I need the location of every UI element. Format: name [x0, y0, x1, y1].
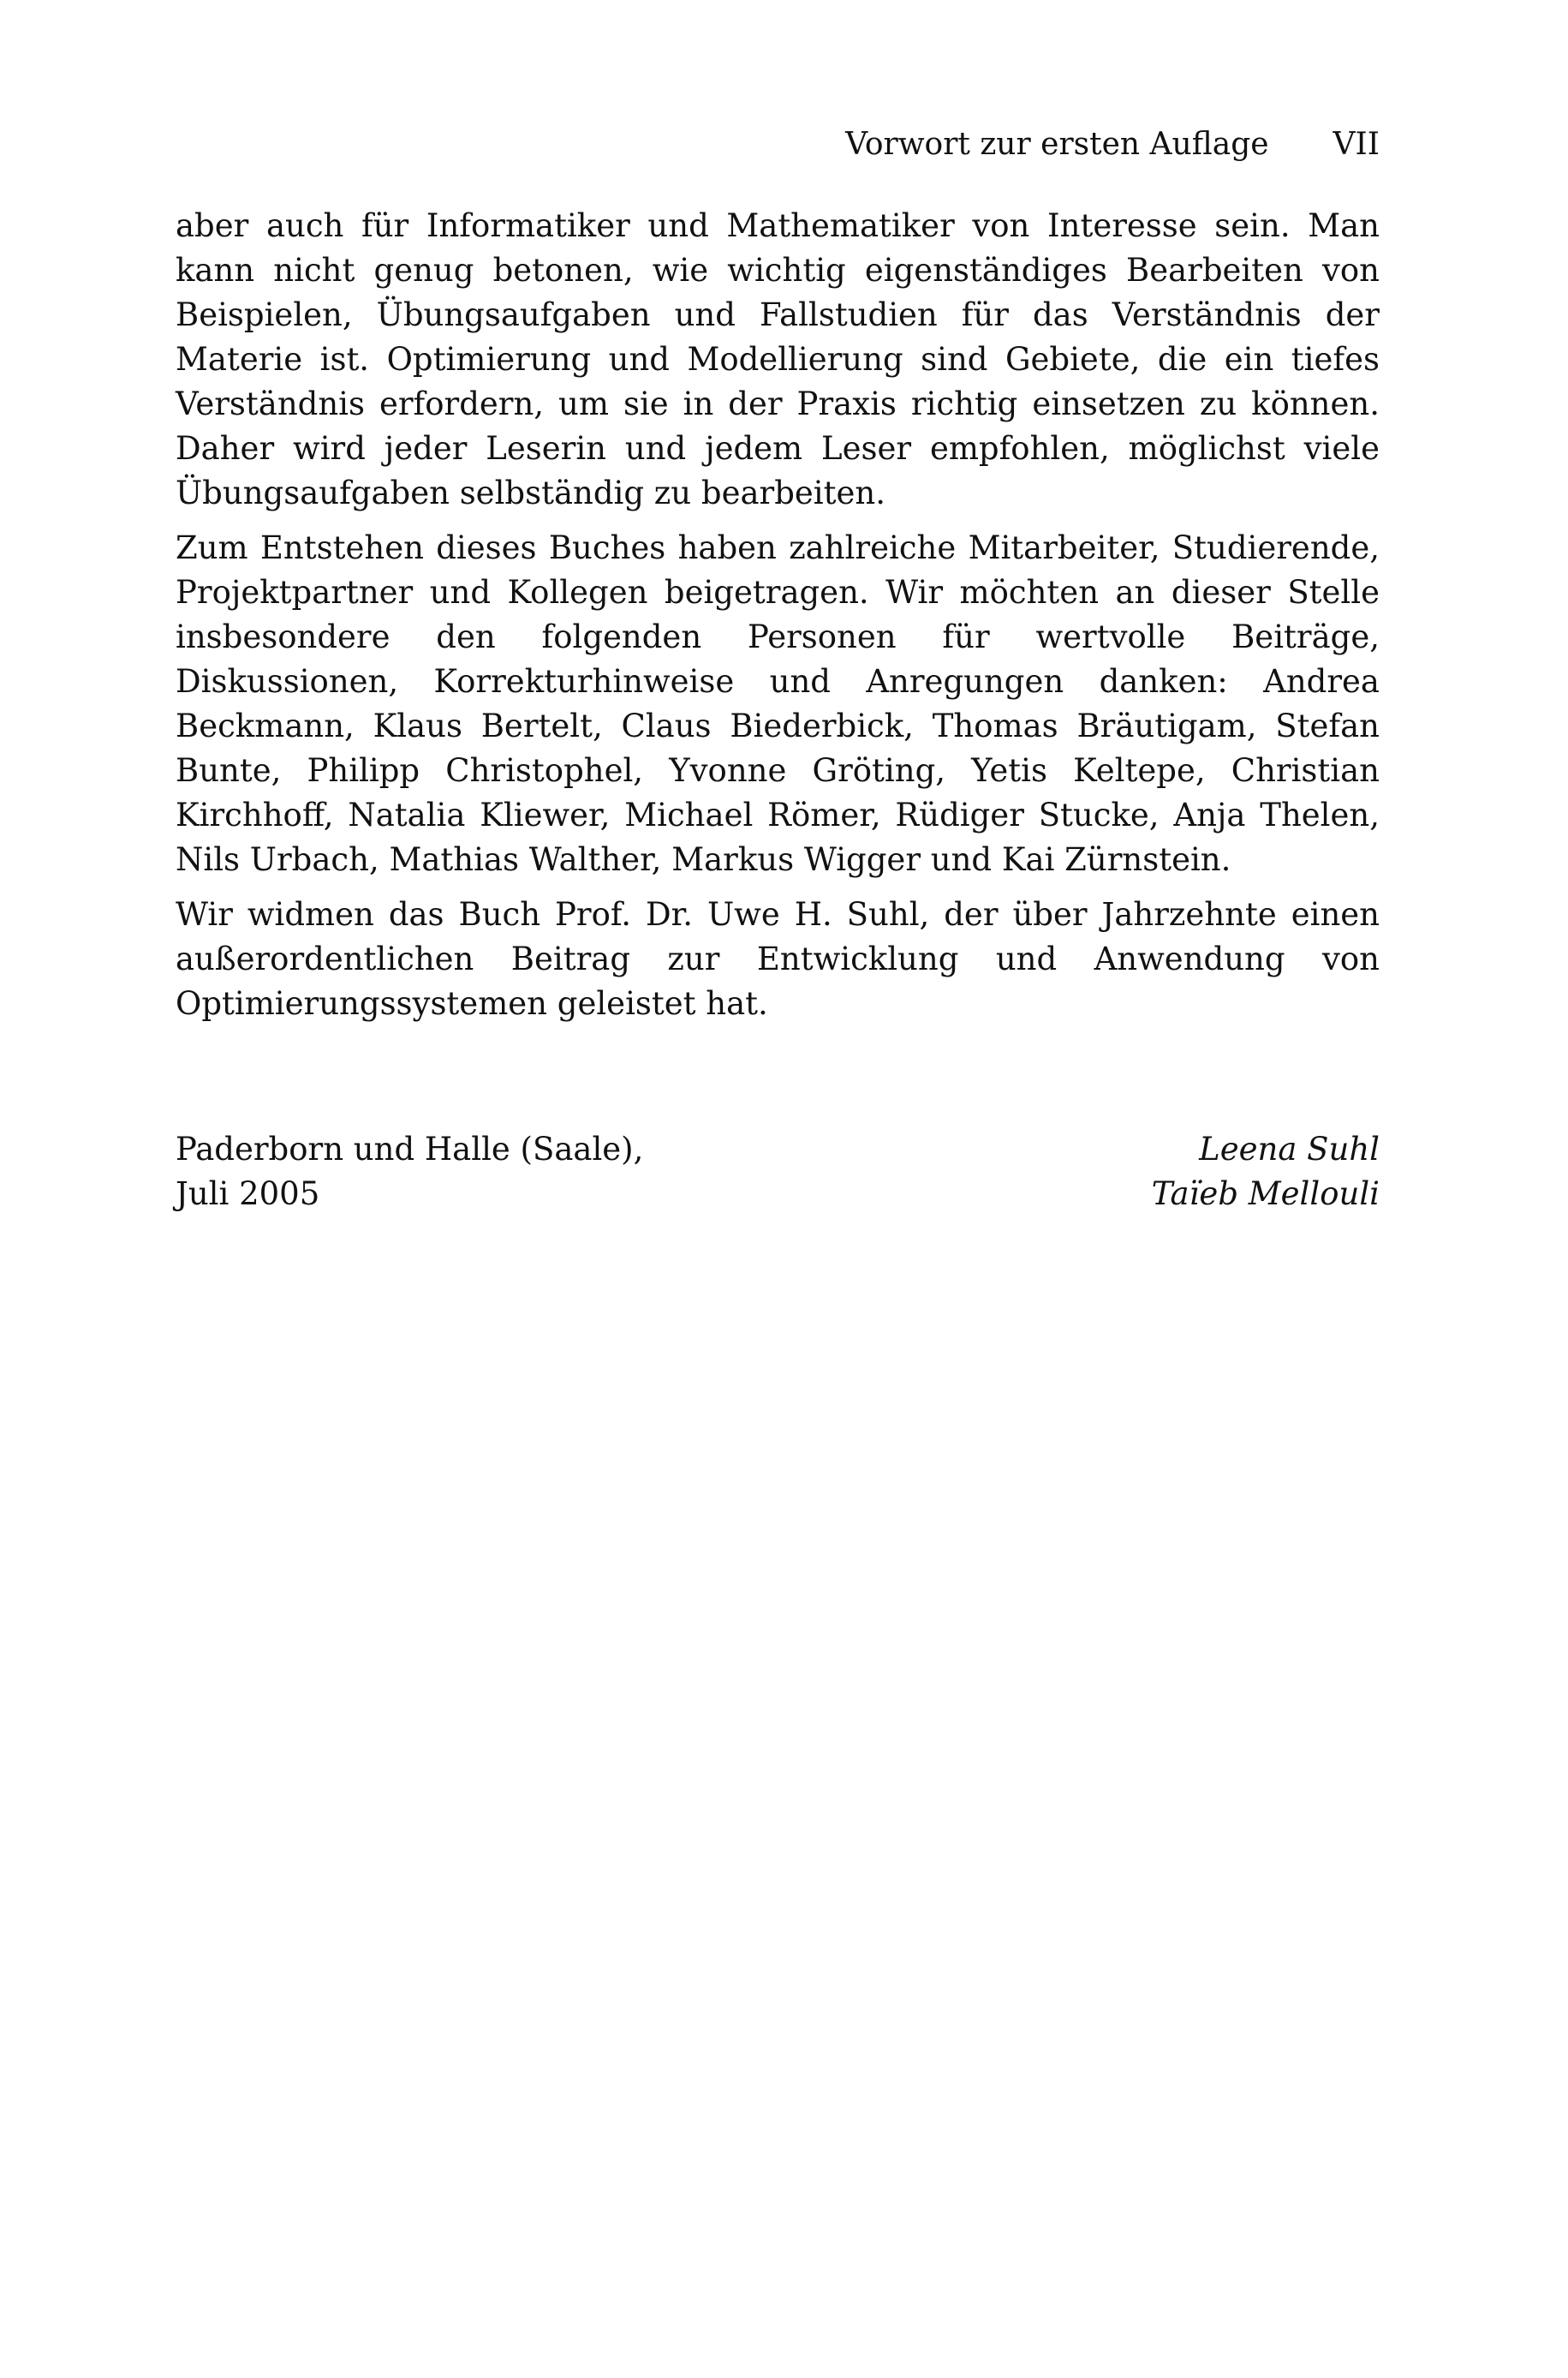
paragraph-1: aber auch für Informatiker und Mathematiker von Interesse sein. Man kann nicht genug betonen, wie wichtig eigenständiges Bearbeiten von Beispielen, Übungsaufgaben und Fallstudien für das Verständnis der Materie ist. Optimierung und Modellierung sind Gebiete, die ein tiefes Verständnis erfordern, um sie in der Praxis richtig einsetzen zu können. Daher wird jeder Leserin und jedem Leser empfohlen, möglichst viele Übungsaufgaben selbständig zu bearbeiten. [176, 207, 1380, 511]
running-head-title: Vorwort zur ersten Auflage [845, 127, 1269, 162]
paragraph-3: Wir widmen das Buch Prof. Dr. Uwe H. Suhl, der über Jahrzehnte einen außerordentlichen Beitrag zur Entwicklung und Anwendung von Optimierungssystemen geleistet hat. [176, 896, 1380, 1022]
running-head [176, 127, 1380, 170]
authors [1152, 1127, 1380, 1216]
signature-place: Paderborn und Halle (Saale), [176, 1131, 644, 1168]
place-date [176, 1127, 643, 1216]
signature-block [176, 1127, 1380, 1216]
signature-date: Juli 2005 [176, 1175, 320, 1212]
preface-body [176, 204, 1380, 1037]
author-name-1: Leena Suhl [1199, 1131, 1380, 1168]
paragraph-2: Zum Entstehen dieses Buches haben zahlreiche Mitarbeiter, Studierende, Projektpartner und Kollegen beigetragen. Wir möchten an dieser Stelle insbesondere den folgenden Personen für wertvolle Beiträge, Diskussionen, Korrekturhinweise und Anregungen danken: Andrea Beckmann, Klaus Bertelt, Claus Biederbick, Thomas Bräutigam, Stefan Bunte, Philipp Christophel, Yvonne Gröting, Yetis Keltepe, Christian Kirchhoff, Natalia Kliewer, Michael Römer, Rüdiger Stucke, Anja Thelen, Nils Urbach, Mathias Walther, Markus Wigger und Kai Zürnstein. [176, 529, 1380, 878]
page-number: VII [1333, 127, 1380, 162]
author-name-2: Taïeb Mellouli [1151, 1175, 1380, 1212]
